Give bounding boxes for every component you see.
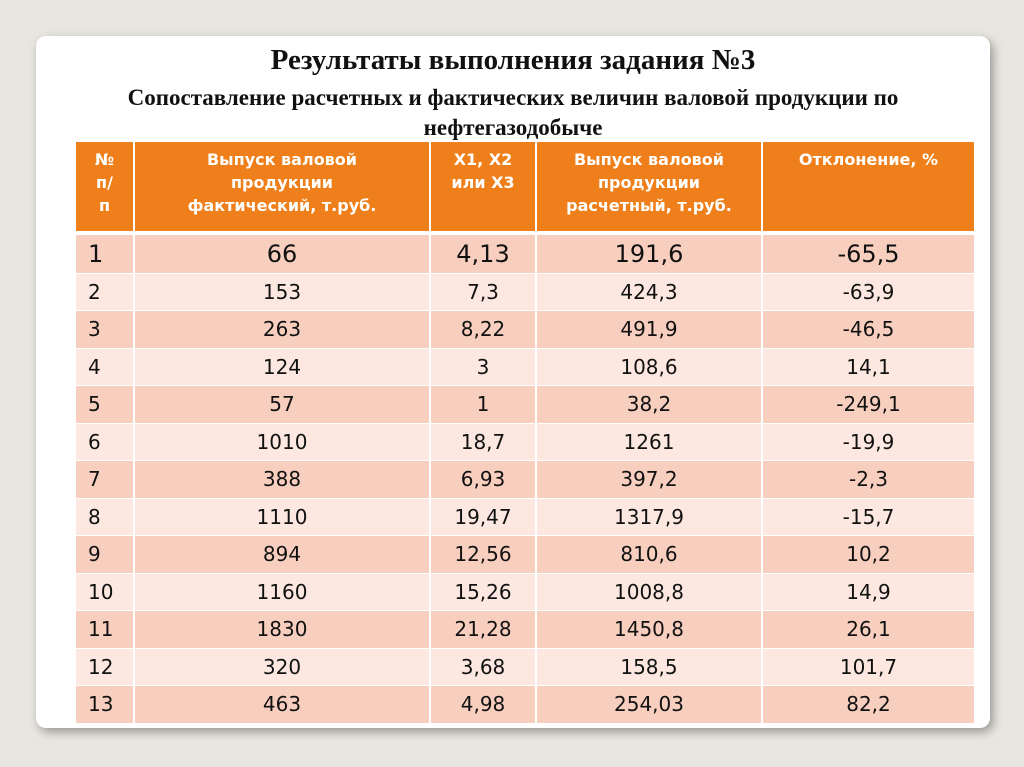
cell-x-factor: 21,28 bbox=[430, 611, 536, 649]
cell-calculated-output: 38,2 bbox=[536, 386, 762, 424]
cell-deviation: -63,9 bbox=[762, 273, 974, 311]
cell-actual-output: 57 bbox=[134, 386, 430, 424]
cell-actual-output: 263 bbox=[134, 311, 430, 349]
table-row bbox=[76, 423, 974, 461]
cell-number: 9 bbox=[76, 536, 134, 574]
table-row bbox=[76, 311, 974, 349]
cell-deviation: 101,7 bbox=[762, 648, 974, 686]
cell-x-factor: 15,26 bbox=[430, 573, 536, 611]
cell-x-factor: 4,98 bbox=[430, 686, 536, 724]
slide bbox=[36, 36, 990, 728]
cell-deviation: 82,2 bbox=[762, 686, 974, 724]
cell-deviation: 26,1 bbox=[762, 611, 974, 649]
cell-number: 7 bbox=[76, 461, 134, 499]
cell-deviation: -46,5 bbox=[762, 311, 974, 349]
table-row bbox=[76, 648, 974, 686]
cell-calculated-output: 491,9 bbox=[536, 311, 762, 349]
cell-calculated-output: 1317,9 bbox=[536, 498, 762, 536]
cell-calculated-output: 1008,8 bbox=[536, 573, 762, 611]
cell-x-factor: 19,47 bbox=[430, 498, 536, 536]
cell-actual-output: 1110 bbox=[134, 498, 430, 536]
cell-deviation: -15,7 bbox=[762, 498, 974, 536]
cell-x-factor: 3,68 bbox=[430, 648, 536, 686]
cell-x-factor: 8,22 bbox=[430, 311, 536, 349]
cell-deviation: -65,5 bbox=[762, 233, 974, 273]
header-deviation: Отклонение, % bbox=[762, 142, 974, 233]
header-calculated-output: Выпуск валовой продукции расчетный, т.руб. bbox=[536, 142, 762, 233]
table-row bbox=[76, 461, 974, 499]
cell-actual-output: 1010 bbox=[134, 423, 430, 461]
slide-subtitle: Сопоставление расчетных и фактических величин валовой продукции по нефтегазодобыче bbox=[127, 85, 899, 140]
cell-number: 1 bbox=[76, 233, 134, 273]
header-number: № п/ п bbox=[76, 142, 134, 233]
cell-actual-output: 463 bbox=[134, 686, 430, 724]
header-x-factor: Х1, Х2 или Х3 bbox=[430, 142, 536, 233]
cell-actual-output: 153 bbox=[134, 273, 430, 311]
cell-x-factor: 3 bbox=[430, 348, 536, 386]
cell-actual-output: 1160 bbox=[134, 573, 430, 611]
table-row bbox=[76, 536, 974, 574]
cell-deviation: 14,1 bbox=[762, 348, 974, 386]
cell-number: 4 bbox=[76, 348, 134, 386]
cell-number: 6 bbox=[76, 423, 134, 461]
cell-calculated-output: 397,2 bbox=[536, 461, 762, 499]
header-actual-output: Выпуск валовой продукции фактический, т.руб. bbox=[134, 142, 430, 233]
cell-calculated-output: 108,6 bbox=[536, 348, 762, 386]
table-row bbox=[76, 386, 974, 424]
table-header-row bbox=[76, 142, 974, 233]
cell-calculated-output: 158,5 bbox=[536, 648, 762, 686]
cell-number: 3 bbox=[76, 311, 134, 349]
cell-calculated-output: 1450,8 bbox=[536, 611, 762, 649]
cell-calculated-output: 424,3 bbox=[536, 273, 762, 311]
cell-calculated-output: 254,03 bbox=[536, 686, 762, 724]
cell-deviation: -249,1 bbox=[762, 386, 974, 424]
cell-calculated-output: 191,6 bbox=[536, 233, 762, 273]
cell-number: 10 bbox=[76, 573, 134, 611]
cell-number: 2 bbox=[76, 273, 134, 311]
table-row bbox=[76, 611, 974, 649]
cell-x-factor: 4,13 bbox=[430, 233, 536, 273]
cell-number: 12 bbox=[76, 648, 134, 686]
slide-title: Результаты выполнения задания №3 bbox=[270, 44, 756, 76]
cell-deviation: 10,2 bbox=[762, 536, 974, 574]
cell-number: 5 bbox=[76, 386, 134, 424]
cell-actual-output: 66 bbox=[134, 233, 430, 273]
table-row bbox=[76, 348, 974, 386]
cell-x-factor: 6,93 bbox=[430, 461, 536, 499]
cell-calculated-output: 810,6 bbox=[536, 536, 762, 574]
cell-number: 11 bbox=[76, 611, 134, 649]
cell-x-factor: 7,3 bbox=[430, 273, 536, 311]
cell-actual-output: 1830 bbox=[134, 611, 430, 649]
table-row bbox=[76, 498, 974, 536]
table-row bbox=[76, 686, 974, 724]
cell-x-factor: 1 bbox=[430, 386, 536, 424]
table-row bbox=[76, 233, 974, 273]
cell-deviation: -19,9 bbox=[762, 423, 974, 461]
cell-x-factor: 18,7 bbox=[430, 423, 536, 461]
cell-actual-output: 894 bbox=[134, 536, 430, 574]
results-table bbox=[76, 142, 974, 724]
cell-deviation: 14,9 bbox=[762, 573, 974, 611]
cell-number: 13 bbox=[76, 686, 134, 724]
cell-x-factor: 12,56 bbox=[430, 536, 536, 574]
cell-calculated-output: 1261 bbox=[536, 423, 762, 461]
table-row bbox=[76, 273, 974, 311]
cell-actual-output: 320 bbox=[134, 648, 430, 686]
cell-number: 8 bbox=[76, 498, 134, 536]
table-row bbox=[76, 573, 974, 611]
cell-actual-output: 388 bbox=[134, 461, 430, 499]
cell-actual-output: 124 bbox=[134, 348, 430, 386]
cell-deviation: -2,3 bbox=[762, 461, 974, 499]
